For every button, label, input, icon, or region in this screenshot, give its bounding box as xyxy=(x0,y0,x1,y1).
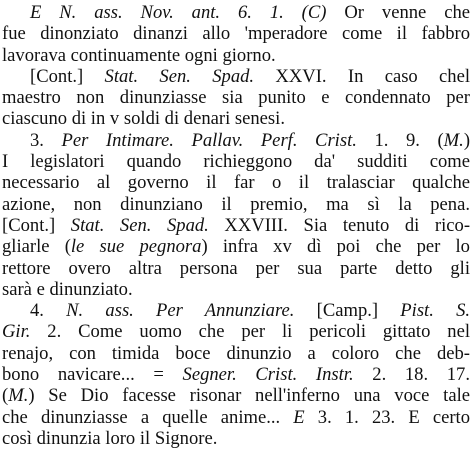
italic-text: Gir. xyxy=(2,321,31,343)
text-run: 3. xyxy=(30,129,62,151)
text-line xyxy=(2,385,470,406)
text-run: che dinunziasse a quelle anime... xyxy=(2,406,294,428)
italic-text: Stat. Sen. Spad. xyxy=(70,214,209,236)
text-line xyxy=(2,130,470,151)
text-line xyxy=(2,279,470,300)
text-run: sarà e dinunziato. xyxy=(2,278,133,300)
text-run: . Sia tenuto di rico- xyxy=(283,214,470,236)
text-line xyxy=(2,258,470,279)
text-run: ciascuno di in v soldi di denari senesi. xyxy=(2,108,285,130)
text-run: ) xyxy=(463,129,470,151)
text-run: 3. 1. 23. E certo xyxy=(304,406,470,428)
small-caps-text: XXVI xyxy=(254,65,322,87)
text-run: 4. xyxy=(30,300,67,322)
text-run: 2. 18. 17. xyxy=(353,364,470,386)
text-line xyxy=(2,321,470,342)
text-run: maestro non dinunziasse sia punito e condennato per xyxy=(2,87,470,109)
text-run: 1. 9. ( xyxy=(356,129,444,151)
text-line xyxy=(2,343,470,364)
text-line xyxy=(2,66,470,87)
text-line xyxy=(2,87,470,108)
text-run: renajo, con timida boce dinunzio a coloro che deb- xyxy=(2,342,470,364)
italic-text: E xyxy=(293,406,305,428)
text-run: gliarle ( xyxy=(2,236,71,258)
italic-text: N. ass. Per Annunziare. xyxy=(66,300,295,322)
text-line xyxy=(2,215,470,236)
dictionary-entry-page xyxy=(2,2,470,450)
text-run: I legislatori quando richieggono da' sudditi come xyxy=(2,151,470,173)
text-run: lavorava continuamente ogni giorno. xyxy=(2,44,276,66)
italic-text: le sue pegnora xyxy=(70,236,202,258)
text-run: fue dinonziato dinanzi allo 'mperadore come il fabbro xyxy=(2,23,470,45)
italic-text: Stat. Sen. Spad. xyxy=(104,65,255,87)
text-run: ) infra xv dì poi che per lo xyxy=(201,236,470,258)
text-run: azione, non dinunziano il premio, ma sì la pena. xyxy=(2,193,470,215)
text-line xyxy=(2,428,470,449)
italic-text: M. xyxy=(443,129,464,151)
text-run: [Cont.] xyxy=(30,65,105,87)
text-line xyxy=(2,172,470,193)
text-line xyxy=(2,407,470,428)
small-caps-text: XXVIII xyxy=(208,214,284,236)
text-line xyxy=(2,23,470,44)
text-line xyxy=(2,45,470,66)
italic-text: Segner. Crist. Instr. xyxy=(182,364,354,386)
text-run: necessario al governo il far o il tralasciar qualche xyxy=(2,172,470,194)
text-run: [Cont.] xyxy=(2,214,71,236)
text-run: rettore overo altra persona per sua parte detto gli xyxy=(2,257,470,279)
text-run: . In caso chel xyxy=(321,65,470,87)
text-line xyxy=(2,364,470,385)
italic-text: M. xyxy=(8,385,29,407)
text-run: Or venne che xyxy=(326,2,470,23)
text-line xyxy=(2,194,470,215)
text-line xyxy=(2,108,470,129)
italic-text: Per Intimare. Pallav. Perf. Crist. xyxy=(61,129,357,151)
text-run: bono navicare... = xyxy=(2,364,183,386)
text-run: 2. Come uomo che per li pericoli gittato nel xyxy=(30,321,470,343)
text-line xyxy=(2,300,470,321)
text-run: [Camp.] xyxy=(294,300,401,322)
text-run: ) Se Dio facesse risonar nell'inferno una voce tale xyxy=(28,385,470,407)
italic-text: E N. ass. Nov. ant. 6. 1. (C) xyxy=(30,2,327,23)
text-line xyxy=(2,236,470,257)
text-run: ( xyxy=(2,385,9,407)
text-line xyxy=(2,2,470,23)
text-line xyxy=(2,151,470,172)
italic-text: Pist. S. xyxy=(400,300,470,322)
text-run: così dinunzia loro il Signore. xyxy=(2,427,218,449)
